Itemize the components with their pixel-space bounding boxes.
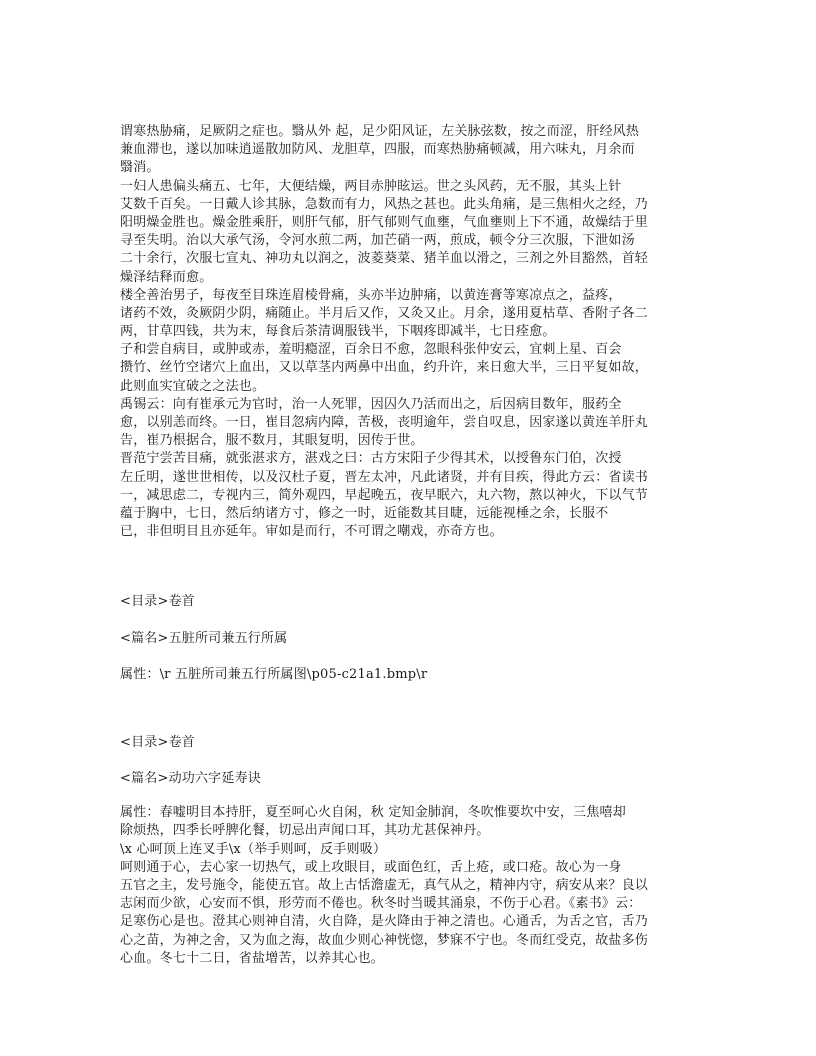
text-line: \x 心呵顶上连叉手\x（举手则呵，反手则吸）: [120, 841, 387, 857]
text-line: 志闲而少欲，心安而不惧，形劳而不倦也。秋冬时当暖其涌泉，不伤于心君。《素书》云：: [120, 896, 642, 912]
text-line: 兼血滞也，遂以加味逍遥散加防风、龙胆草，四服，而寒热胁痛顿减，用六味丸，月余而: [120, 142, 635, 158]
text-line: 此则血实宜破之之法也。: [120, 378, 266, 394]
text-line: 攒竹、丝竹空诸穴上血出，又以草茎内两鼻中出血，约升许，来日愈大半，三日平复如故，: [120, 360, 649, 376]
section-text-1: [120, 123, 700, 541]
document-page: [120, 123, 700, 968]
text-line: 楼全善治男子，每夜至目珠连眉棱骨痛，头亦半边肿痛，以黄连膏等寒凉点之，益疼，: [120, 287, 622, 303]
chapter-title: <篇名>动功六字延寿诀: [120, 771, 261, 787]
text-line: 左丘明，遂世世相传，以及汉杜子夏，晋左太冲，凡此诸贤，并有目疾，得此方云：省读书: [120, 469, 649, 485]
text-line: 心血。冬七十二日，省盐增苦，以养其心也。: [120, 950, 385, 966]
text-line: 寻至失明。治以大承气汤，令河水煎二两，加芒硝一两，煎成，顿令分三次服，下泄如汤: [120, 233, 635, 249]
text-line: 告，崔乃根据合，服不数月，其眼复明，因传于世。: [120, 433, 424, 449]
text-line: 阳明燥金胜也。燥金胜乘肝，则肝气郁，肝气郁则气血壅，气血壅则上下不通，故燥结于里: [120, 214, 649, 230]
catalog-heading: <目录>卷首: [120, 734, 195, 750]
text-line: 晋范宁尝苦目痛，就张湛求方，湛戏之曰：古方宋阳子少得其术，以授鲁东门伯，次授: [120, 451, 622, 467]
text-line: 一，减思虑二，专视内三，简外观四，早起晚五，夜早眠六，丸六物，熬以神火，下以气节: [120, 487, 649, 503]
text-line: 心之苗，为神之舍，又为血之海，故血少则心神恍惚，梦寐不宁也。冬而红受克，故盐多伤: [120, 932, 649, 948]
text-line: 二十余行，次服七宣丸、神功丸以润之，波菱葵菜、猪羊血以滑之，三剂之外目豁然，首轻: [120, 251, 649, 267]
text-line: 足寒伤心是也。澄其心则神自清，火自降，是火降由于神之清也。心通舌，为舌之官，舌乃: [120, 914, 649, 930]
text-line: 燥泽结释而愈。: [120, 269, 213, 285]
text-line: 已，非但明目且亦延年。审如是而行，不可谓之嘲戏，亦奇方也。: [120, 524, 503, 540]
text-line: 禹锡云：向有崔承元为官时，治一人死罪，因囚久乃活而出之，后因病目数年，服药全: [120, 396, 622, 412]
text-line: 愈，以别恙而终。一日，崔目忽病内障，苦极，丧明逾年，尝自叹息，因家遂以黄连羊肝丸: [120, 415, 649, 430]
text-line: 艾数千百矣。一日戴人诊其脉，急数而有力，风热之甚也。此头角痛，是三焦相火之经，乃: [120, 196, 649, 212]
catalog-heading: <目录>卷首: [120, 594, 195, 610]
chapter-title: <篇名>五脏所司兼五行所属: [120, 630, 288, 646]
text-line: 蕴于胸中，七日，然后纳诸方寸，修之一时，近能数其目睫，远能视棰之余，长服不: [120, 505, 609, 521]
text-line: 除烦热，四季长呼脾化餐，切忌出声闻口耳，其功尤甚保神丹。: [120, 823, 490, 839]
text-line: 呵则通于心，去心家一切热气，或上攻眼目，或面色红，舌上疮，或口疮。故心为一身: [120, 859, 622, 875]
section-text-3: [120, 804, 700, 968]
text-line: 属性：春嘘明目本持肝，夏至呵心火自闲，秋 定知金肺润，冬吹惟要坎中安，三焦嘻却: [120, 805, 626, 821]
text-line: 两，甘草四钱，共为末，每食后茶清调服钱半，下咽疼即减半，七日痊愈。: [120, 324, 556, 340]
text-line: 五官之主，发号施令，能使五官。故上古恬澹虚无，真气从之，精神内守，病安从来？良以: [120, 878, 649, 893]
text-line: 诸药不效，灸厥阴少阴，痛随止。半月后又作，又灸又止。月余，遂用夏枯草、香附子各二: [120, 305, 649, 321]
attribute-line: 属性：\r 五脏所司兼五行所属图\p05-c21a1.bmp\r: [120, 666, 428, 682]
text-line: 子和尝自病目，或肿或赤，羞明瘾涩，百余日不愈，忽眼科张仲安云，宜刺上星、百会: [120, 342, 622, 358]
text-line: 翳消。: [120, 160, 160, 176]
text-line: 一妇人患偏头痛五、七年，大便结燥，两目赤肿眩运。世之头风药，无不服，其头上针: [120, 178, 622, 194]
text-line: 谓寒热胁痛，足厥阴之症也。翳从外 起，足少阳风证，左关脉弦数，按之而涩，肝经风热: [120, 124, 640, 139]
